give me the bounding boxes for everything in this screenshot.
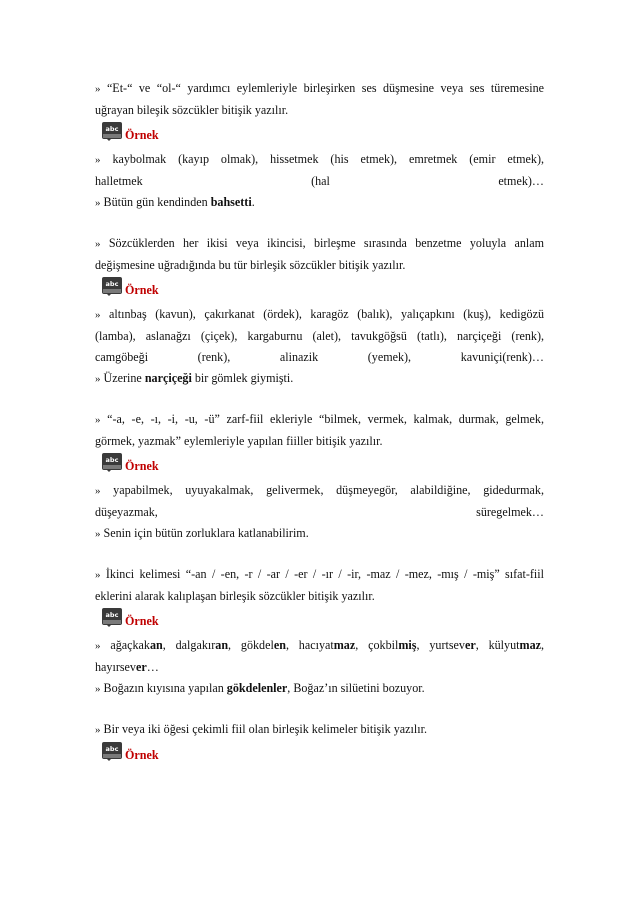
svg-text:abc: abc <box>105 745 119 753</box>
example-paragraph: » yapabilmek, uyuyakalmak, gelivermek, düşmeyegör, alabildiğine, gidedurmak, düşeyazmak, süregelmek… » Senin için bütün zorluklara katlanabilirim. <box>95 483 544 540</box>
rule-paragraph: » “-a, -e, -ı, -i, -u, -ü” zarf-fiil ekleriyle “bilmek, vermek, kalmak, durmak, gelmek, görmek, yazmak” eylemleriyle yapılan fiiller bitişik yazılır. <box>95 412 544 448</box>
word-part: , <box>541 638 545 652</box>
example-heading: abc Örnek <box>101 606 544 635</box>
word-part: , dalgakır <box>162 638 216 652</box>
bold-suffix: maz <box>333 638 356 652</box>
rule-paragraph: » “Et-“ ve “ol-“ yardımcı eylemleriyle birleşirken ses düşmesine veya ses türemesine uğrayan bileşik sözcükler bitişik yazılır. <box>95 81 544 117</box>
abc-book-icon <box>101 451 123 473</box>
rule-paragraph: » Bir veya iki öğesi çekimli fiil olan birleşik kelimeler bitişik yazılır. <box>95 722 427 736</box>
bold-suffix: en <box>273 638 286 652</box>
bold-suffix: miş <box>398 638 417 652</box>
bold-suffix: maz <box>519 638 541 652</box>
abc-book-icon <box>101 275 123 297</box>
bold-suffix: an <box>215 638 229 652</box>
svg-text:abc: abc <box>105 280 119 288</box>
abc-book-icon <box>101 740 123 762</box>
rule-paragraph: » Sözcüklerden her ikisi veya ikincisi, birleşme sırasında benzetme yoluyla anlam değişmesine uğradığında bu tür birleşik sözcükler bitişik yazılır. <box>95 236 544 272</box>
example-paragraph: » altınbaş (kavun), çakırkanat (ördek), karagöz (balık), yalıçapkını (kuş), kedigözü (lamba), aslanağzı (çiçek), kargaburnu (alet), tavukgöğsü (tatlı), narçiçeği (renk), camgöbeği (renk), alinazik (yemek), kavuniçi(renk)… » Üzerine narçiçeği bir gömlek giymişti. <box>95 307 544 385</box>
svg-text:abc: abc <box>105 611 119 619</box>
bold-suffix: er <box>135 660 147 674</box>
bold-suffix: er <box>464 638 476 652</box>
word-part: ağaçkak <box>110 638 150 652</box>
document-page <box>95 78 544 769</box>
example-heading: abc Örnek <box>101 451 544 480</box>
rule-paragraph: » İkinci kelimesi “-an / -en, -r / -ar / -er / -ır / -ir, -maz / -mez, -mış / -miş” sıfat-fiil eklerini alarak kalıplaşan birleşik sözcükler bitişik yazılır. <box>95 567 545 603</box>
rich-line-1 <box>95 657 544 678</box>
word-part: , hacıyat <box>285 638 334 652</box>
word-part: hayırsev <box>95 660 136 674</box>
word-part: … <box>146 660 159 674</box>
svg-text:abc: abc <box>105 456 119 464</box>
example-paragraph: » kaybolmak (kayıp olmak), hissetmek (his etmek), emretmek (emir etmek), halletmek (hal etmek)… » Bütün gün kendinden bahsetti. <box>95 152 544 209</box>
word-part: , çokbil <box>355 638 399 652</box>
abc-book-icon <box>101 606 123 628</box>
rich-line-0: » ağaçkakan, dalgakıran, gökdelen, hacıyatmaz, çokbilmiş, yurtsever, külyutmaz, <box>95 638 545 652</box>
bold-suffix: an <box>149 638 163 652</box>
example-heading: abc Örnek <box>101 740 544 769</box>
example-paragraph: » ağaçkakan, dalgakıran, gökdelen, hacıyatmaz, çokbilmiş, yurtsever, külyutmaz, hayırsever… » Boğazın kıyısına yapılan gökdelenler, Boğaz’ın silüetini bozuyor. <box>95 635 544 700</box>
word-part: , yurtsev <box>416 638 465 652</box>
word-part: , gökdel <box>228 638 274 652</box>
abc-book-icon <box>101 120 123 142</box>
example-heading: abc Örnek <box>101 275 544 304</box>
word-part: , külyut <box>475 638 520 652</box>
svg-text:abc: abc <box>105 125 119 133</box>
example-heading: abc Örnek <box>101 120 544 149</box>
